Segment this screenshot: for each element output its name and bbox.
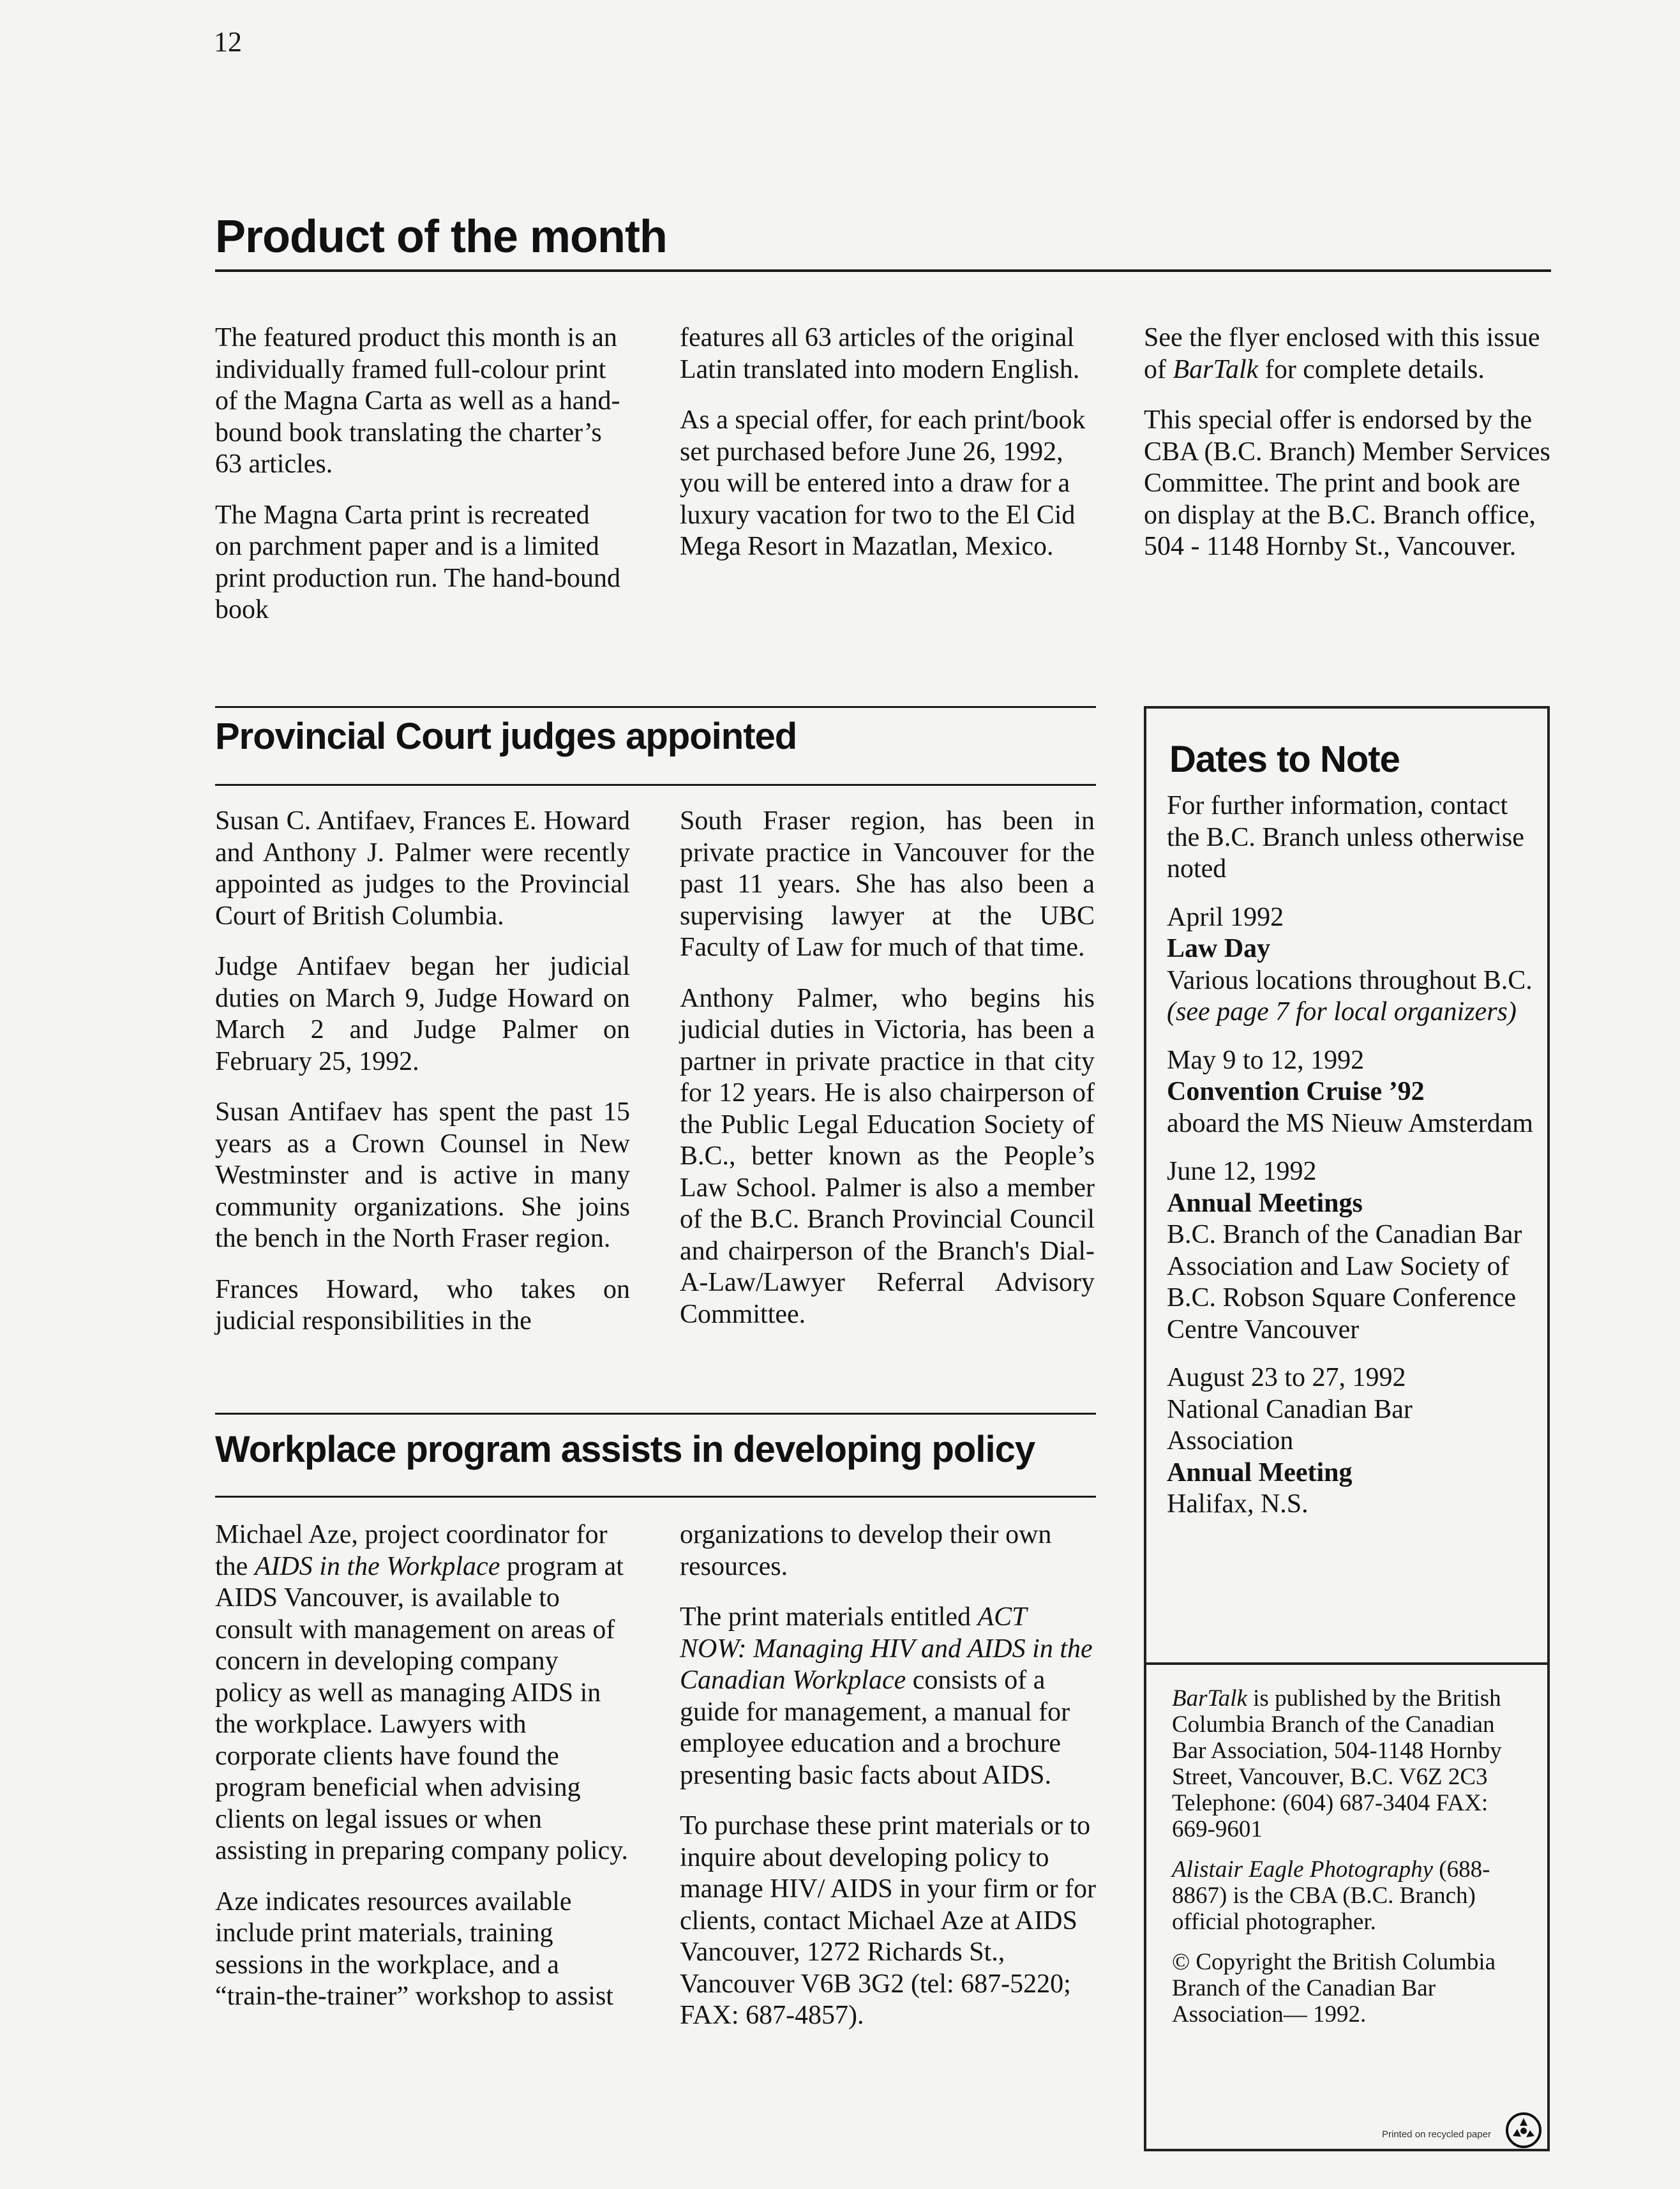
product-col-3 [1144,322,1552,582]
product-col3-intro: See the flyer enclosed with this issue of [1144,323,1540,384]
workplace-col-1 [215,1519,630,2032]
judges-col-1 [215,806,630,1357]
workplace-bottom-rule [215,1496,1096,1498]
event-name: Annual Meeting [1167,1457,1353,1487]
judges-col1-p3: Susan Antifaev has spent the past 15 years as a Crown Counsel in New Westminster and is active in many community organizations. She joins the bench in the North Fraser region. [215,1097,630,1253]
workplace-col2-p2-a: The print materials entitled [680,1602,971,1632]
workplace-heading: Workplace program assists in developing policy [215,1429,1035,1470]
page-number: 12 [214,26,242,57]
workplace-col1-p2: Aze indicates resources available include print materials, training sessions in the workplace, and a “train-the-trainer” workshop to assist [215,1886,613,2011]
judges-top-rule [215,706,1096,708]
product-col3-rest: for complete details. [1264,354,1485,384]
publisher-text: is published by the British Columbia Branch of the Canadian Bar Association, 504-1148 Hornby Street, Vancouver, B.C. V6Z 2C3 Telephone: (604) 687-3404 FAX: 669-9601 [1172,1685,1502,1842]
event-name: Convention Cruise ’92 [1167,1077,1425,1106]
event-note: (see page 7 for local organizers) [1167,997,1517,1027]
box-divider [1146,1662,1547,1665]
product-col1-p2: The Magna Carta print is recreated on parchment paper and is a limited print production run. The hand-bound book [215,500,620,624]
product-col2-p2: As a special offer, for each print/book set purchased before June 26, 1992, you will be entered into a draw for a luxury vacation for two to the El Cid Mega Resort in Mazatlan, Mexico. [680,405,1086,561]
workplace-col1-p1-a: Michael Aze, project coordinator for the [215,1520,608,1581]
product-heading: Product of the month [215,211,667,262]
judges-col2-p2: Anthony Palmer, who begins his judicial duties in Victoria, has been a partner in private practice in that city for 12 years. He is also chairperson of the Public Legal Education Society of B.C., better known as the People’s Law School. Palmer is also a member of the B.C. Branch Provincial Council and chairperson of the Branch's Dial-A-Law/Lawyer Referral Advisory Committee. [680,983,1095,1329]
event-detail: B.C. Branch of the Canadian Bar Association and Law Society of B.C. Robson Square Conference Centre Vancouver [1167,1220,1522,1344]
date-entry-annual-meetings [1167,1156,1537,1346]
judges-col-2 [680,806,1095,1350]
judges-col1-p4: Frances Howard, who takes on judicial responsibilities in the [215,1274,630,1335]
judges-heading: Provincial Court judges appointed [215,716,797,757]
recycled-paper-note: Printed on recycled paper [1382,2129,1491,2140]
photographer-text: (688-8867) is the CBA (B.C. Branch) official photographer. [1172,1856,1490,1935]
workplace-col-2 [680,1519,1098,2051]
event-date: August 23 to 27, 1992 [1167,1363,1406,1392]
program-name: AIDS in the Workplace [254,1551,500,1581]
event-detail: aboard the MS Nieuw Amsterdam [1167,1108,1533,1138]
date-entry-convention-cruise [1167,1045,1537,1140]
dates-title: Dates to Note [1169,739,1400,780]
product-col-1 [215,322,620,645]
event-name: Annual Meetings [1167,1188,1363,1218]
workplace-col2-p2-b: consists of a guide for management, a manual for employee education and a brochure presenting basic facts about AIDS. [680,1666,1070,1790]
product-col1-p1: The featured product this month is an individually framed full-colour print of the Magna Carta as well as a hand-bound book translating the charter’s 63 articles. [215,323,620,479]
workplace-col1-p1 [215,1519,630,1867]
event-date: June 12, 1992 [1167,1157,1317,1186]
judges-col2-p1: South Fraser region, has been in private practice in Vancouver for the past 11 years. She has also been a supervising lawyer at the UBC Faculty of Law for much of that time. [680,806,1095,962]
product-col3-p1 [1144,322,1552,386]
publisher-statement [1172,1685,1529,1842]
event-location: Various locations throughout B.C. [1167,965,1533,995]
product-col2-p1: features all 63 articles of the original Latin translated into modern English. [680,323,1080,384]
dates-list [1167,790,1537,1537]
publication-title: ACT NOW: Managing HIV and AIDS in the Canadian Workplace [680,1602,1093,1695]
recycle-icon [1505,2112,1542,2149]
event-name: Law Day [1167,934,1271,963]
copyright-notice: © Copyright the British Columbia Branch of the Canadian Bar Association— 1992. [1172,1949,1496,2027]
workplace-top-rule [215,1413,1096,1415]
workplace-col2-p2 [680,1602,1098,1791]
event-location: Halifax, N.S. [1167,1489,1309,1519]
workplace-col2-p3: To purchase these print materials or to inquire about developing policy to manage HIV/ AIDS in your firm or for clients, contact Michael Aze at AIDS Vancouver, 1272 Richards St., Vancouver V6B 3G2 (tel: 687-5220; FAX: 687-4857). [680,1811,1097,2030]
event-date: April 1992 [1167,902,1284,932]
workplace-col2-p1: organizations to develop their own resources. [680,1520,1052,1581]
bartalk-masthead: BarTalk [1172,1685,1247,1711]
date-entry-national-annual-meeting [1167,1362,1537,1521]
workplace-col1-p1-b: program at AIDS Vancouver, is available to consult with management on areas of concern in developing company policy as well as managing AIDS in the workplace. Lawyers with corporate clients have found the program beneficial when advising clients on legal issues or when assisting in preparing company policy. [215,1551,628,1865]
dates-intro: For further information, contact the B.C. Branch unless otherwise noted [1167,791,1524,884]
photographer-credit [1172,1856,1529,1935]
event-date: May 9 to 12, 1992 [1167,1045,1365,1075]
judges-col1-p1: Susan C. Antifaev, Frances E. Howard and Anthony J. Palmer were recently appointed as judges to the Provincial Court of British Columbia. [215,806,630,931]
photographer-name: Alistair Eagle Photography [1172,1856,1434,1883]
date-entry-law-day [1167,902,1537,1028]
judges-bottom-rule [215,784,1096,786]
bartalk-title: BarTalk [1173,354,1259,384]
product-col3-p2: This special offer is endorsed by the CBA (B.C. Branch) Member Services Committee. The print and book are on display at the B.C. Branch office, 504 - 1148 Hornby St., Vancouver. [1144,405,1550,561]
event-organizer: National Canadian Bar Association [1167,1394,1413,1456]
product-col-2 [680,322,1101,582]
product-heading-rule [215,269,1551,272]
dates-to-note-box [1144,706,1550,2151]
judges-col1-p2: Judge Antifaev began her judicial duties on March 9, Judge Howard on March 2 and Judge Palmer on February 25, 1992. [215,952,630,1076]
publisher-info [1172,1685,1529,2042]
